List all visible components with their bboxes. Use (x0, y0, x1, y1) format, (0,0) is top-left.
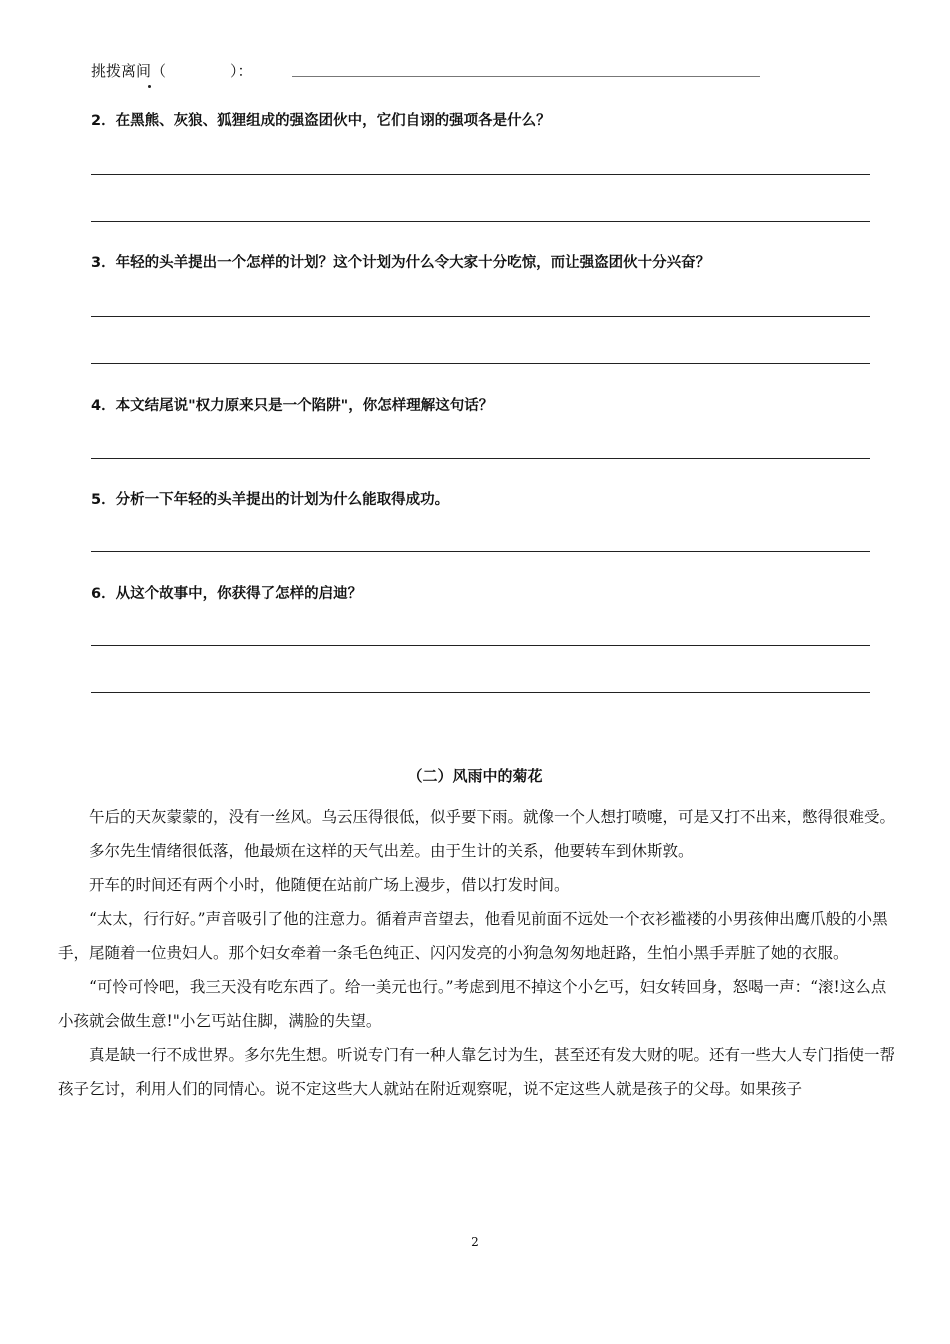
page-number: 2 (471, 1235, 479, 1249)
answer-line[interactable] (91, 316, 870, 317)
passage-title: （二）风雨中的菊花 (407, 767, 543, 785)
answer-line[interactable] (91, 551, 870, 552)
passage-body (58, 800, 896, 1106)
answer-line[interactable] (91, 363, 870, 364)
question-text: 年轻的头羊提出一个怎样的计划？这个计划为什么令大家十分吃惊，而让强盗团伙十分兴奋？ (115, 255, 711, 271)
answer-line[interactable] (91, 221, 870, 222)
answer-line[interactable] (91, 174, 870, 175)
passage-paragraph: 开车的时间还有两个小时，他随便在站前广场上漫步，借以打发时间。 (89, 876, 570, 894)
question-number: 3． (91, 255, 116, 271)
emphasis-dot (148, 85, 151, 88)
passage-paragraph: “太太，行行好。”声音吸引了他的注意力。循着声音望去，他看见前面不远处一个衣衫褴褛的小男孩伸出鹰爪般的小黑手，尾随着一位贵妇人。那个妇女牵着一条毛色纯正、闪闪发亮的小狗急匆匆地赶路，生怕小黑手弄脏了她的衣服。 (58, 910, 888, 962)
vocab-answer-line[interactable] (292, 76, 760, 77)
question-text: 在黑熊、灰狼、狐狸组成的强盗团伙中，它们自诩的强项各是什么？ (115, 113, 551, 129)
answer-line[interactable] (91, 645, 870, 646)
question-4 (91, 394, 493, 415)
question-3 (91, 251, 710, 272)
answer-line[interactable] (91, 458, 870, 459)
passage-paragraph: 真是缺一行不成世界。多尔先生想。听说专门有一种人靠乞讨为生，甚至还有发大财的呢。还有一些大人专门指使一帮孩子乞讨，利用人们的同情心。说不定这些大人就站在附近观察呢，说不定这些人就是孩子的父母。如果孩子 (58, 1046, 896, 1098)
question-text: 从这个故事中，你获得了怎样的启迪？ (115, 586, 363, 602)
question-2 (91, 109, 551, 130)
vocab-paren-close: ）： (230, 62, 253, 80)
vocab-item (91, 60, 253, 81)
question-5 (91, 488, 449, 509)
question-6 (91, 582, 362, 603)
question-number: 2． (91, 113, 116, 129)
question-number: 5． (91, 492, 116, 508)
passage-paragraph: 多尔先生情绪很低落，他最烦在这样的天气出差。由于生计的关系，他要转车到休斯敦。 (89, 842, 694, 860)
passage-paragraph: “可怜可怜吧，我三天没有吃东西了。给一美元也行。”考虑到甩不掉这个小乞丐，妇女转回身，怒喝一声：“滚!这么点小孩就会做生意!"小乞丐站住脚，满脸的失望。 (58, 978, 887, 1030)
question-text: 分析一下年轻的头羊提出的计划为什么能取得成功。 (115, 492, 450, 508)
question-number: 6． (91, 586, 116, 602)
question-text: 本文结尾说"权力原来只是一个陷阱"，你怎样理解这句话？ (115, 398, 494, 414)
vocab-word: 挑拨离间 (91, 62, 152, 80)
question-number: 4． (91, 398, 116, 414)
answer-line[interactable] (91, 692, 870, 693)
passage-paragraph: 午后的天灰蒙蒙的，没有一丝风。乌云压得很低，似乎要下雨。就像一个人想打喷嚏，可是又打不出来，憋得很难受。 (89, 808, 896, 826)
vocab-paren-open: （ (151, 62, 167, 80)
